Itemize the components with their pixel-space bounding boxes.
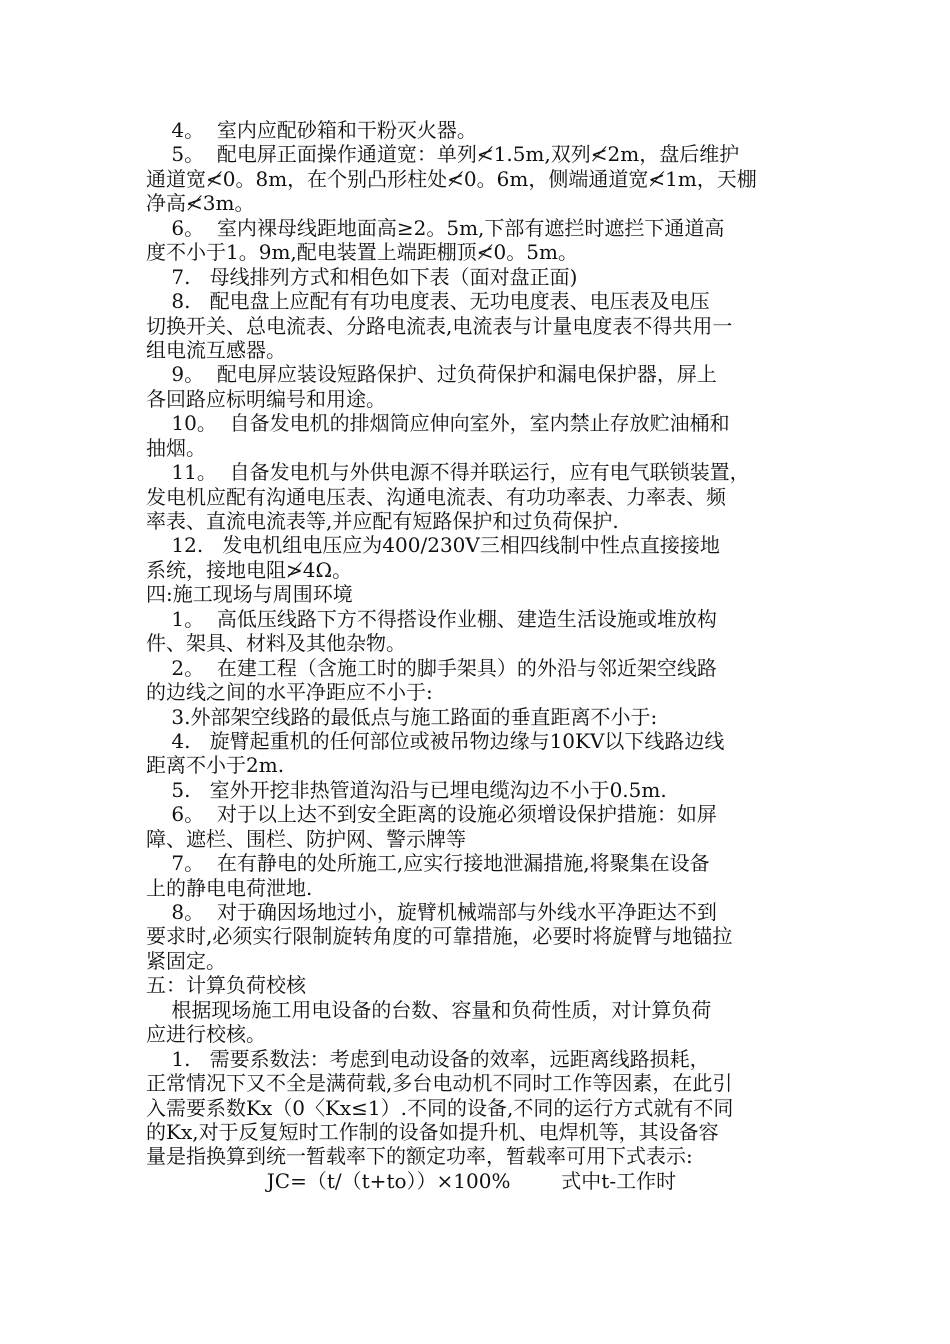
text-line: 率表、直流电流表等,并应配有短路保护和过负荷保护.: [146, 509, 619, 533]
document-body: [146, 118, 806, 1193]
text-line: 度不小于1。9m,配电装置上端距棚顶≮0。5m。: [146, 240, 578, 265]
text-line: 量是指换算到统一暂载率下的额定功率，暂载率可用下式表示:: [146, 1144, 693, 1169]
text-line: 系统，接地电阻≯4Ω。: [146, 557, 353, 582]
text-line: 四:施工现场与周围环境: [146, 582, 353, 607]
text-line: 五：计算负荷校核: [146, 973, 306, 998]
text-line: 3.外部架空线路的最低点与施工路面的垂直距离不小于:: [146, 704, 658, 729]
text-line: 切换开关、总电流表、分路电流表,电流表与计量电度表不得共用一: [146, 313, 733, 338]
text-line: 5. 室外开挖非热管道沟沿与已埋电缆沟边不小于0.5m.: [146, 777, 667, 802]
text-line: 距离不小于2m.: [146, 753, 285, 778]
text-line: 要求时,必须实行限制旋转角度的可靠措施，必要时将旋臂与地锚拉: [146, 924, 733, 949]
text-line: 各回路应标明编号和用途。: [146, 386, 386, 411]
text-line: 正常情况下又不全是满荷载,多台电动机不同时工作等因素，在此引: [146, 1071, 733, 1096]
text-line: 4. 旋臂起重机的任何部位或被吊物边缘与10KV以下线路边线: [146, 728, 725, 753]
text-line: JC=（t/（t+to））×100% 式中t-工作时: [146, 1168, 677, 1193]
text-line: 的边线之间的水平净距应不小于:: [146, 680, 433, 705]
text-line: 根据现场施工用电设备的台数、容量和负荷性质，对计算负荷: [146, 997, 712, 1022]
text-line: 通道宽≮0。8m，在个别凸形柱处≮0。6m，侧端通道宽≮1m，天棚: [146, 166, 757, 191]
text-line: 1。 高低压线路下方不得搭设作业棚、建造生活设施或堆放构: [146, 606, 717, 631]
text-line: 2。 在建工程（含施工时的脚手架具）的外沿与邻近架空线路: [146, 655, 717, 680]
text-line: 8。 对于确因场地过小，旋臂机械端部与外线水平净距达不到: [146, 900, 717, 924]
text-line: 的Kx,对于反复短时工作制的设备如提升机、电焊机等，其设备容: [146, 1119, 719, 1144]
text-line: 1. 需要系数法：考虑到电动设备的效率，远距离线路损耗，: [146, 1046, 710, 1071]
text-line: 净高≮3m。: [146, 191, 255, 216]
text-line: 紧固定。: [146, 948, 226, 973]
text-line: 7。 在有静电的处所施工,应实行接地泄漏措施,将聚集在设备: [146, 851, 710, 876]
text-line: 6。 室内裸母线距地面高≥2。5m,下部有遮拦时遮拦下通道高: [146, 215, 725, 240]
text-line: 障、遮栏、围栏、防护网、警示牌等: [146, 826, 466, 851]
text-line: 8. 配电盘上应配有有功电度表、无功电度表、电压表及电压: [146, 289, 710, 314]
text-line: 11。 自备发电机与外供电源不得并联运行，应有电气联锁装置，: [146, 460, 750, 485]
text-line: 10。 自备发电机的排烟筒应伸向室外，室内禁止存放贮油桶和: [146, 411, 730, 436]
text-line: 5。 配电屏正面操作通道宽：单列≮1.5m,双列≮2m，盘后维护: [146, 142, 740, 167]
text-line: 入需要系数Kx（0〈Kx≤1）.不同的设备,不同的运行方式就有不同: [146, 1095, 734, 1120]
text-line: 12. 发电机组电压应为400/230V三相四线制中性点直接接地: [146, 533, 720, 558]
text-line: 件、架具、材料及其他杂物。: [146, 631, 406, 656]
text-line: 上的静电电荷泄地.: [146, 875, 313, 900]
text-line: 7. 母线排列方式和相色如下表（面对盘正面): [146, 264, 578, 289]
text-line: 应进行校核。: [146, 1022, 266, 1047]
text-line: 9。 配电屏应装设短路保护、过负荷保护和漏电保护器，屏上: [146, 362, 717, 387]
text-line: 发电机应配有沟通电压表、沟通电流表、有功功率表、力率表、频: [146, 484, 726, 509]
text-line: 4。 室内应配砂箱和干粉灭火器。: [146, 118, 477, 142]
text-line: 组电流互感器。: [146, 337, 286, 362]
text-line: 抽烟。: [146, 435, 206, 460]
text-line: 6。 对于以上达不到安全距离的设施必须增设保护措施：如屏: [146, 802, 717, 827]
